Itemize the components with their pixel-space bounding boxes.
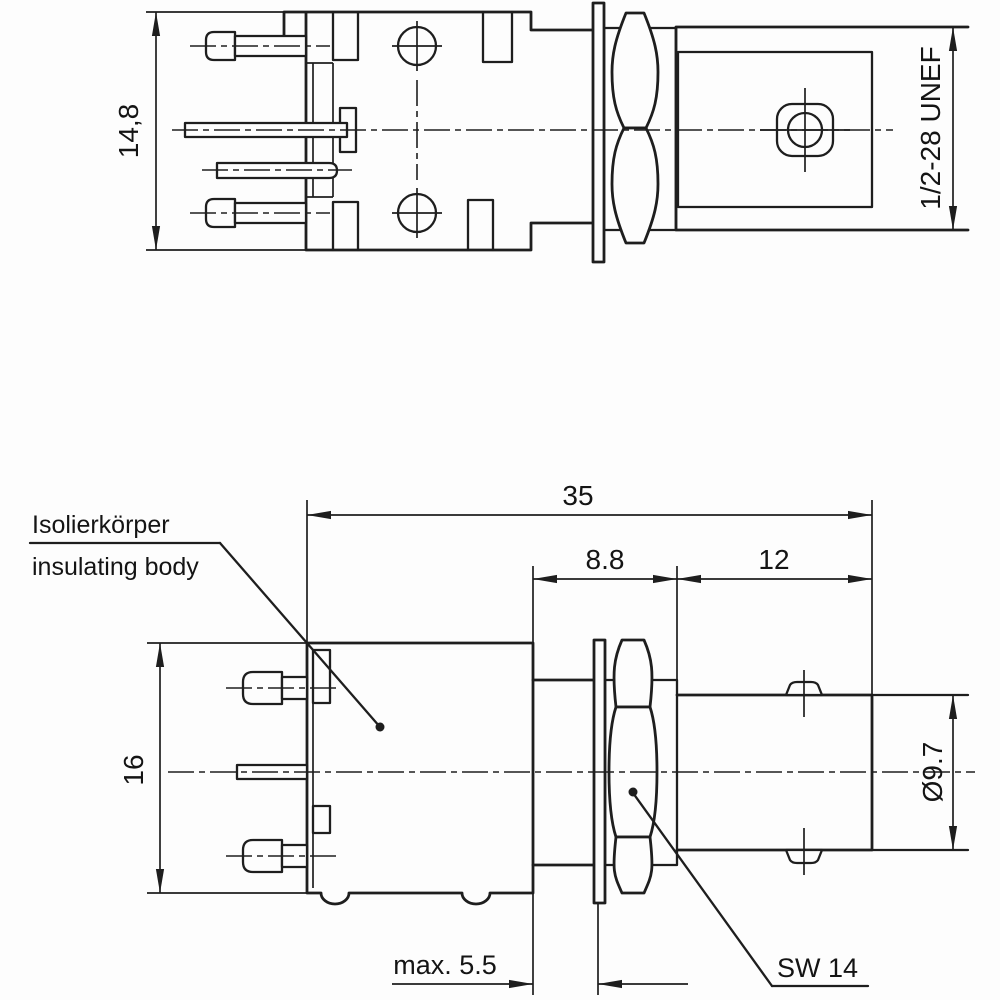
- dim-label-wrench-size: SW 14: [777, 953, 859, 983]
- dim-label-overall-length: 35: [562, 480, 594, 511]
- dim-label-body-height: 16: [118, 754, 149, 786]
- dim-label-front-diameter: Ø9.7: [917, 741, 948, 803]
- dim-label-front-length: 12: [758, 544, 790, 575]
- dim-label-mid-section: 8.8: [585, 544, 625, 575]
- top-view-drawing: [113, 3, 968, 262]
- dim-label-panel-thickness: max. 5.5: [393, 950, 497, 980]
- dim-label-housing-height: 14,8: [113, 103, 144, 159]
- label-insulator-de: Isolierkörper: [32, 511, 170, 539]
- label-insulator-en: insulating body: [32, 553, 199, 581]
- dim-label-thread: 1/2-28 UNEF: [915, 46, 946, 210]
- bottom-view-drawing: [30, 480, 975, 995]
